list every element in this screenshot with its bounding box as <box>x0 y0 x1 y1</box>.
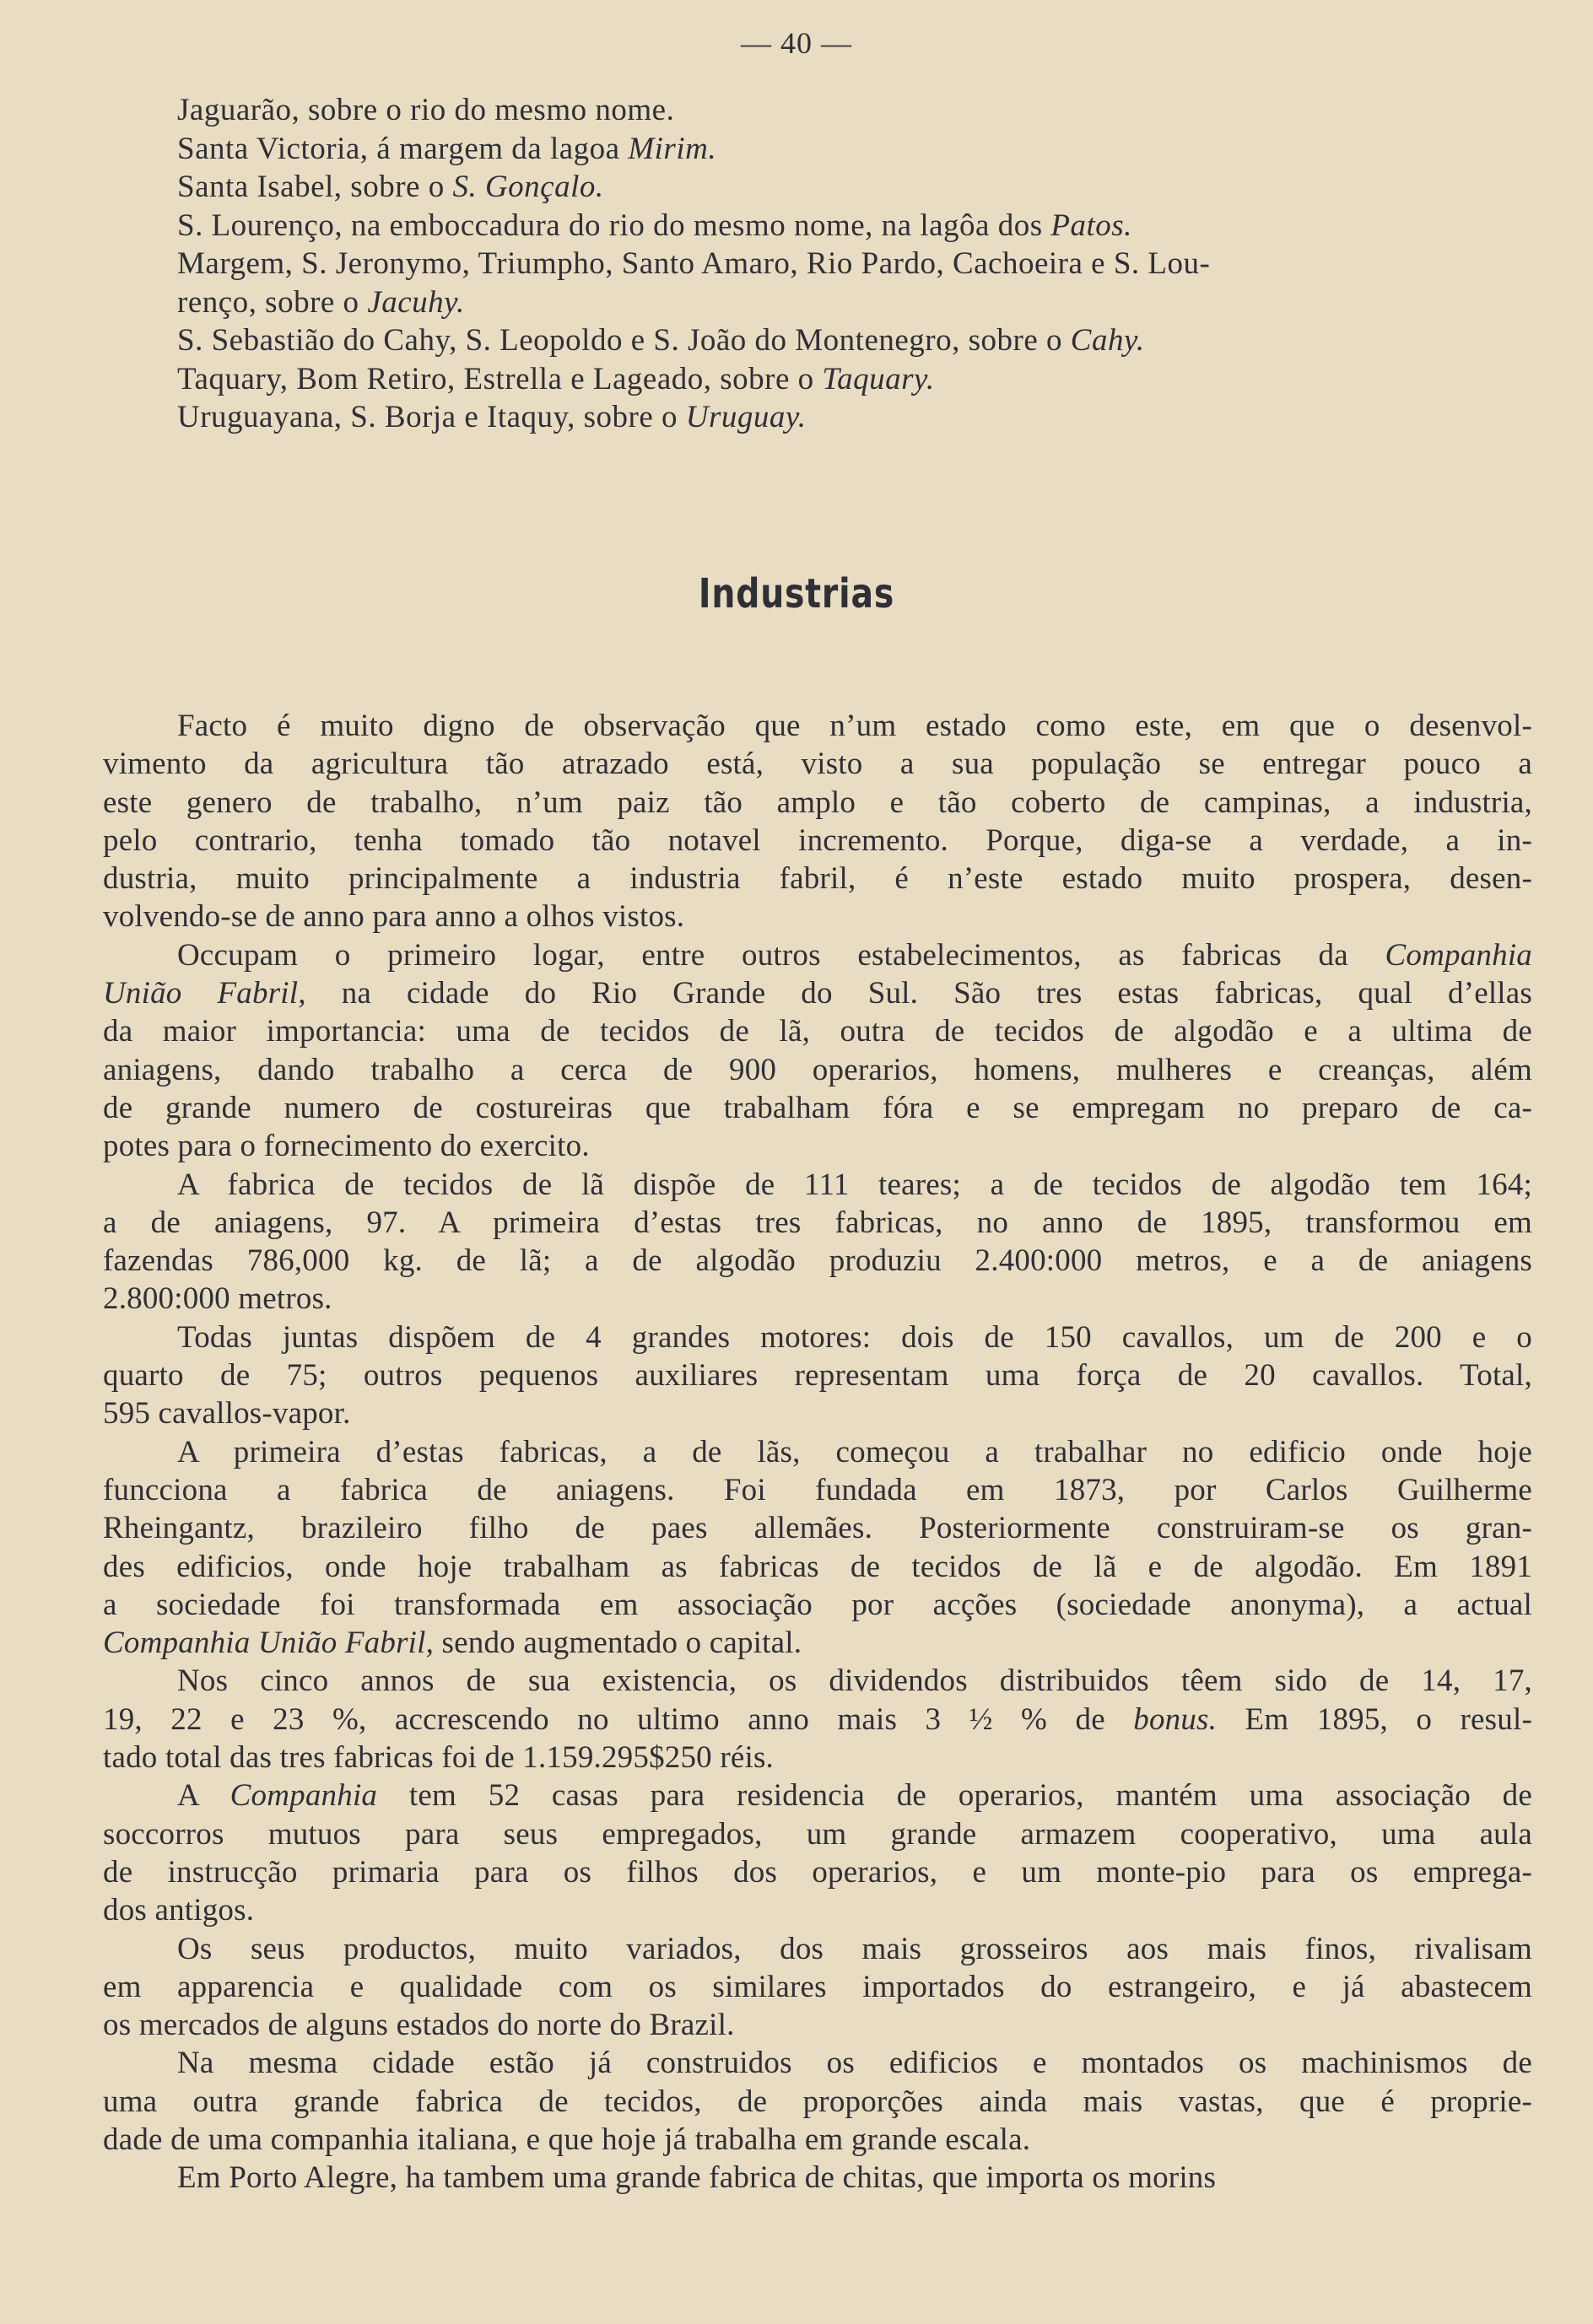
text-run: uma outra grande fabrica de tecidos, de proporções ainda mais vastas, que é proprie- <box>103 2084 1532 2119</box>
text-run: Os seus productos, muito variados, dos mais grosseiros aos mais finos, rivalisam <box>177 1931 1532 1966</box>
text-run: quarto de 75; outros pequenos auxiliares representam uma força de 20 cavallos. Total, <box>103 1358 1532 1394</box>
text-run: os mercados de alguns estados do norte do Brazil. <box>103 2008 735 2043</box>
text-line <box>103 1242 1532 1280</box>
italic-text: Cahy. <box>1070 323 1145 358</box>
text-line <box>103 2083 1532 2121</box>
text-line <box>103 898 1532 936</box>
text-line <box>103 822 1532 860</box>
text-line <box>103 2159 1532 2197</box>
text-line <box>103 707 1532 745</box>
text-line <box>103 1166 1532 1204</box>
italic-text: Uruguay. <box>685 400 807 434</box>
text-line <box>103 974 1532 1012</box>
text-line <box>103 1204 1532 1242</box>
italic-text: Taquary. <box>822 361 935 396</box>
paragraph <box>103 1930 1532 2045</box>
italic-text: S. Gonçalo. <box>452 170 604 204</box>
italic-text: Patos. <box>1050 208 1132 243</box>
text-run: Todas juntas dispõem de 4 grandes motores: dois de 150 cavallos, um de 200 e o <box>177 1319 1532 1355</box>
text-line <box>103 1853 1532 1891</box>
text-line <box>103 1701 1532 1739</box>
text-run: Taquary, Bom Retiro, Estrella e Lageado, sobre o <box>177 361 823 396</box>
paragraph <box>103 707 1532 936</box>
text-run: A <box>177 1778 230 1814</box>
text-run: 2.800:000 metros. <box>103 1281 332 1317</box>
town-list <box>177 91 1544 437</box>
list-item <box>177 321 1544 360</box>
text-run: na cidade do Rio Grande do Sul. São tres estas fabricas, qual d’ellas <box>305 976 1532 1011</box>
text-line <box>103 1777 1532 1814</box>
list-item <box>177 398 1544 437</box>
italic-text: Mirim. <box>628 131 717 166</box>
text-run: dos antigos. <box>103 1893 255 1928</box>
italic-text: bonus. <box>1133 1701 1218 1737</box>
text-line <box>103 1012 1532 1050</box>
text-line <box>103 1051 1532 1089</box>
paragraph <box>103 1662 1532 1777</box>
list-item <box>177 283 1544 322</box>
text-line <box>103 1318 1532 1356</box>
page-number: — 40 — <box>741 26 852 60</box>
text-run: a de aniagens, 97. A primeira d’estas tres fabricas, no anno de 1895, transformou em <box>103 1205 1532 1240</box>
text-run: pelo contrario, tenha tomado tão notavel incremento. Porque, diga-se a verdade, a in- <box>103 822 1532 858</box>
text-line <box>103 1127 1532 1165</box>
text-line <box>103 1394 1532 1432</box>
italic-text: Companhia <box>230 1778 378 1814</box>
text-run: S. Sebastião do Cahy, S. Leopoldo e S. João do Montenegro, sobre o <box>177 323 1071 358</box>
text-run: potes para o fornecimento do exercito. <box>103 1129 590 1164</box>
body-text <box>103 707 1532 2197</box>
text-run: Na mesma cidade estão já construidos os edificios e montados os machinismos de <box>177 2046 1532 2081</box>
italic-text: Companhia <box>1385 937 1532 973</box>
paragraph <box>103 1777 1532 1929</box>
text-line <box>103 745 1532 783</box>
list-item <box>177 91 1544 130</box>
section-heading: Industrias <box>698 570 895 617</box>
text-line <box>103 1471 1532 1509</box>
text-line <box>103 1624 1532 1662</box>
list-item <box>177 207 1544 245</box>
text-line <box>103 1739 1532 1777</box>
text-run: de instrucção primaria para os filhos dos operarios, e um monte-pio para os emprega- <box>103 1854 1532 1890</box>
text-line <box>103 1891 1532 1929</box>
text-line <box>103 1280 1532 1318</box>
list-item <box>177 168 1544 207</box>
text-run: Nos cinco annos de sua existencia, os dividendos distribuidos têem sido de 14, 17, <box>177 1663 1532 1699</box>
text-run: Jaguarão, sobre o rio do mesmo nome. <box>177 93 675 127</box>
text-line <box>103 2044 1532 2082</box>
paragraph <box>103 2044 1532 2159</box>
text-line <box>103 1089 1532 1127</box>
italic-text: União Fabril, <box>103 976 306 1011</box>
text-line <box>103 936 1532 974</box>
text-run: a sociedade foi transformada em associação por acções (sociedade anonyma), a actual <box>103 1587 1532 1622</box>
text-run: renço, sobre o <box>177 284 368 320</box>
text-run: tem 52 casas para residencia de operarios, mantém uma associação de <box>377 1778 1532 1814</box>
text-run: em apparencia e qualidade com os similares importados do estrangeiro, e já abastecem <box>103 1969 1532 2004</box>
text-line <box>103 1433 1532 1471</box>
text-run: de grande numero de costureiras que trabalham fóra e se empregam no preparo de ca- <box>103 1090 1532 1125</box>
text-run: Uruguayana, S. Borja e Itaquy, sobre o <box>177 400 686 434</box>
italic-text: Companhia União Fabril, <box>103 1626 435 1661</box>
text-run: da maior importancia: uma de tecidos de lã, outra de tecidos de algodão e a ultima de <box>103 1014 1532 1049</box>
text-run: fazendas 786,000 kg. de lã; a de algodão produziu 2.400:000 metros, e a de aniagens <box>103 1243 1532 1279</box>
text-run: Em 1895, o resul- <box>1217 1701 1532 1737</box>
paragraph <box>103 1166 1532 1318</box>
text-run: este genero de trabalho, n’um paiz tão amplo e tão coberto de campinas, a industria, <box>103 785 1532 820</box>
text-run: A fabrica de tecidos de lã dispõe de 111 teares; a de tecidos de algodão tem 164; <box>177 1167 1532 1202</box>
text-run: sendo augmentado o capital. <box>434 1626 802 1661</box>
text-line <box>103 1968 1532 2006</box>
text-line <box>103 1930 1532 1968</box>
text-run: funcciona a fabrica de aniagens. Foi fundada em 1873, por Carlos Guilherme <box>103 1472 1532 1507</box>
text-run: tado total das tres fabricas foi de 1.159.295$250 réis. <box>103 1740 774 1776</box>
text-run: volvendo-se de anno para anno a olhos vistos. <box>103 899 685 935</box>
text-run: aniagens, dando trabalho a cerca de 900 operarios, homens, mulheres e creanças, além <box>103 1052 1532 1087</box>
text-line <box>103 860 1532 898</box>
text-run: dade de uma companhia italiana, e que hoje já trabalha em grande escala. <box>103 2122 1031 2157</box>
text-line <box>103 2006 1532 2044</box>
paragraph <box>103 2159 1532 2197</box>
text-run: soccorros mutuos para seus empregados, um grande armazem cooperativo, uma aula <box>103 1816 1532 1852</box>
text-line <box>103 1586 1532 1624</box>
text-run: dustria, muito principalmente a industria fabril, é n’este estado muito prospera, desen- <box>103 861 1532 897</box>
list-item <box>177 130 1544 169</box>
list-item <box>177 245 1544 283</box>
text-run: Santa Victoria, á margem da lagoa <box>177 131 629 166</box>
text-run: 19, 22 e 23 %, accrescendo no ultimo anno mais 3 ½ % de <box>103 1701 1134 1737</box>
text-run: Facto é muito digno de observação que n’um estado como este, em que o desenvol- <box>177 709 1532 743</box>
text-line <box>103 1662 1532 1700</box>
text-run: S. Lourenço, na emboccadura do rio do mesmo nome, na lagôa dos <box>177 208 1051 243</box>
text-run: A primeira d’estas fabricas, a de lãs, começou a trabalhar no edificio onde hoje <box>177 1434 1532 1469</box>
paragraph <box>103 1318 1532 1433</box>
text-line <box>103 1356 1532 1394</box>
text-run: Margem, S. Jeronymo, Triumpho, Santo Amaro, Rio Pardo, Cachoeira e S. Lou- <box>177 246 1211 281</box>
list-item <box>177 360 1544 399</box>
paragraph <box>103 1433 1532 1663</box>
text-run: Rheingantz, brazileiro filho de paes allemães. Posteriormente construiram-se os gran- <box>103 1511 1532 1546</box>
text-line <box>103 1548 1532 1586</box>
text-run: Santa Isabel, sobre o <box>177 170 453 204</box>
text-line <box>103 1815 1532 1853</box>
text-run: Em Porto Alegre, ha tambem uma grande fabrica de chitas, que importa os morins <box>177 2160 1217 2196</box>
paragraph <box>103 936 1532 1166</box>
text-run: vimento da agricultura tão atrazado está, visto a sua população se entregar pouco a <box>103 747 1532 782</box>
text-run: Occupam o primeiro logar, entre outros estabelecimentos, as fabricas da <box>177 937 1385 973</box>
italic-text: Jacuhy. <box>367 284 465 320</box>
text-run: des edificios, onde hoje trabalham as fabricas de tecidos de lã e de algodão. Em 1891 <box>103 1549 1532 1584</box>
text-line <box>103 1509 1532 1547</box>
text-run: 595 cavallos-vapor. <box>103 1396 351 1432</box>
text-line <box>103 784 1532 822</box>
text-line <box>103 2121 1532 2159</box>
